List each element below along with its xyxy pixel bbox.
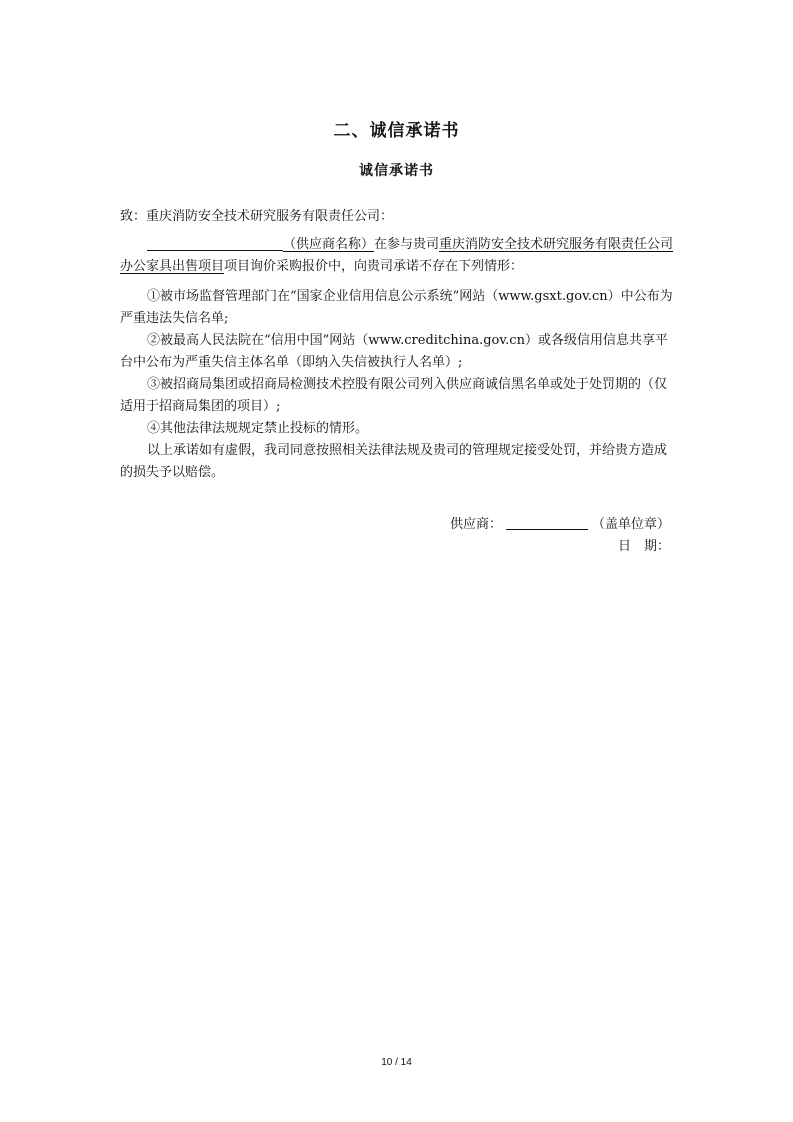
commitment-item: ②被最高人民法院在“信用中国”网站（www.creditchina.gov.cn）或各级信用信息共享平台中公布为严重失信主体名单（即纳入失信被执行人名单）; (120, 333, 668, 370)
supplier-label: 供应商： (450, 517, 503, 532)
project-name: 重庆消防安全技术研究服务有限责任公司办公家具出售项目 (120, 237, 674, 274)
signature-block (450, 514, 680, 558)
intro-mid: 在参与贵司 (374, 237, 440, 252)
document-title: 诚信承诺书 (359, 163, 434, 179)
supplier-signature-row (450, 514, 680, 536)
letter-body (120, 206, 676, 484)
intro-paragraph (120, 234, 676, 278)
addressee: 致：重庆消防安全技术研究服务有限责任公司： (120, 209, 394, 224)
supplier-name-blank (147, 236, 283, 251)
seal-label: （盖单位章） (592, 517, 671, 532)
supplier-name-label: （供应商名称） (283, 237, 375, 252)
date-row (450, 536, 680, 558)
closing-paragraph: 以上承诺如有虚假，我司同意按照相关法律法规及贵司的管理规定接受处罚，并给贵方造成的损失予以赔偿。 (120, 443, 668, 480)
commitment-item: ④其他法律法规规定禁止投标的情形。 (147, 421, 369, 436)
intro-tail: 项目询价采购报价中，向贵司承诺不存在下列情形： (224, 259, 524, 274)
page-number: 10 / 14 (381, 1057, 412, 1068)
section-title: 二、诚信承诺书 (333, 121, 460, 141)
commitment-item: ①被市场监督管理部门在“国家企业信用信息公示系统”网站（www.gsxt.gov.cn）中公布为严重违法失信名单; (120, 289, 673, 326)
date-label: 日 期： (618, 539, 671, 554)
commitment-item: ③被招商局集团或招商局检测技术控股有限公司列入供应商诚信黑名单或处于处罚期的（仅适用于招商局集团的项目）; (120, 377, 668, 414)
supplier-signature-blank (506, 516, 588, 530)
